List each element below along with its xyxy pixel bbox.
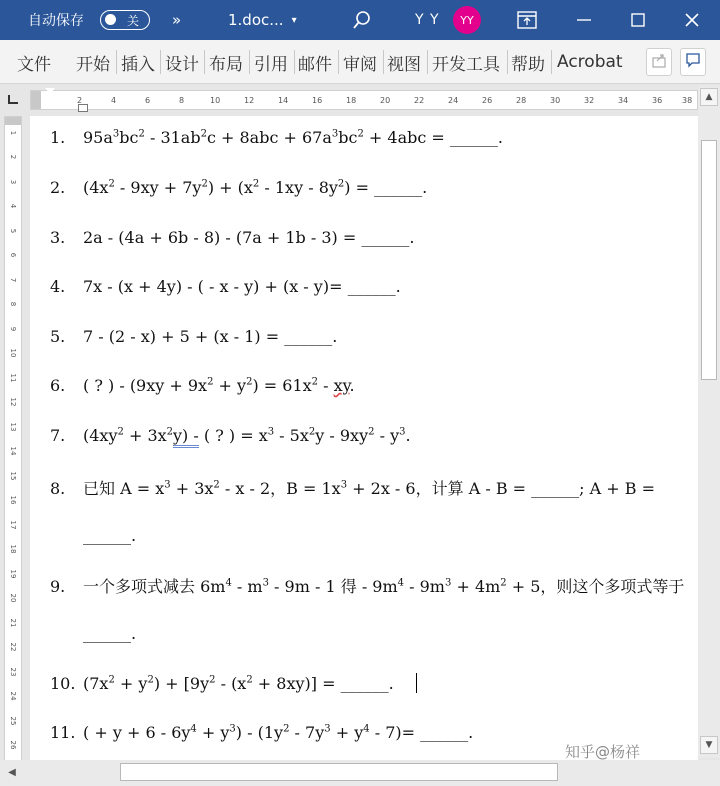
- ruler-tick: 12: [9, 397, 17, 407]
- horizontal-ruler[interactable]: [30, 90, 698, 110]
- quick-access-more-button[interactable]: »: [172, 11, 182, 29]
- ruler-tick: 18: [9, 544, 17, 554]
- math-text: - 5x: [274, 426, 309, 445]
- scroll-thumb[interactable]: [120, 763, 558, 781]
- chevron-down-icon: ▾: [291, 14, 297, 26]
- exponent: 2: [108, 674, 115, 686]
- math-text: - 7y: [289, 723, 325, 742]
- tab-selector-button[interactable]: [0, 86, 26, 114]
- ruler-tick: 1: [9, 130, 17, 136]
- math-text: + y: [213, 376, 247, 395]
- tab-insert[interactable]: 插入: [121, 54, 155, 75]
- ruler-tick: 5: [9, 228, 17, 234]
- math-text: - 9m - 1 得 - 9m: [268, 577, 398, 596]
- math-text: (4xy: [83, 426, 118, 445]
- question-4: [50, 277, 401, 296]
- exponent: 2: [337, 178, 345, 190]
- ruler-margin: [5, 117, 21, 125]
- exponent: 4: [397, 577, 405, 589]
- ruler-tick: 11: [9, 373, 17, 383]
- question-number: 10.: [50, 674, 76, 693]
- exponent: 3: [112, 128, 120, 140]
- math-text: .: [349, 376, 355, 395]
- exponent: 3: [340, 479, 348, 491]
- math-text: - y: [374, 426, 400, 445]
- math-text: - (x: [215, 674, 247, 693]
- math-text: bc: [119, 128, 139, 147]
- ruler-tick: 32: [584, 96, 595, 105]
- math-text: + y: [330, 723, 364, 742]
- math-text: 一个多项式减去 6m: [83, 577, 226, 596]
- math-text: ) + [9y: [153, 674, 210, 693]
- question-5: [50, 327, 337, 346]
- ruler-tick: 2: [9, 154, 17, 160]
- question-number: 3.: [50, 228, 66, 247]
- math-text: + 3x: [170, 479, 214, 498]
- exponent: 2: [252, 178, 260, 190]
- exponent: 2: [138, 128, 145, 140]
- comment-icon: [685, 52, 701, 72]
- exponent: 2: [357, 128, 364, 140]
- ruler-tick: 20: [9, 593, 17, 603]
- share-button[interactable]: [646, 48, 672, 76]
- close-icon[interactable]: [684, 0, 700, 40]
- scroll-down-button[interactable]: ▼: [700, 736, 718, 754]
- exponent: 3: [164, 479, 171, 491]
- autosave-toggle[interactable]: [100, 10, 150, 30]
- math-text: bc: [338, 128, 358, 147]
- spelling-flag[interactable]: xy: [333, 376, 350, 395]
- exponent: 2: [311, 376, 319, 388]
- exponent: 2: [108, 178, 115, 190]
- ruler-tick: 4: [9, 203, 17, 209]
- ruler-tick: 38: [682, 96, 693, 105]
- tab-view[interactable]: 视图: [387, 54, 421, 75]
- question-2: [50, 178, 427, 197]
- tab-divider: [338, 50, 339, 74]
- tab-file[interactable]: 文件: [17, 54, 51, 75]
- ruler-tick: 15: [9, 471, 17, 481]
- exponent: 3: [262, 577, 269, 589]
- ruler-tick: 16: [9, 495, 17, 505]
- math-text: y - 9xy: [315, 426, 369, 445]
- exponent: 2: [201, 178, 208, 190]
- exponent: 2: [147, 674, 154, 686]
- question-number: 7.: [50, 426, 66, 445]
- title-bar: [0, 0, 720, 40]
- user-name: Y Y: [415, 12, 440, 28]
- ruler-tick: 2: [77, 96, 83, 105]
- tab-divider: [249, 50, 250, 74]
- ribbon-tabs: [0, 40, 720, 84]
- tab-divider: [204, 50, 205, 74]
- ruler-tick: 14: [9, 446, 17, 456]
- math-text: ) = ______.: [344, 178, 428, 197]
- math-text: 95a: [83, 128, 113, 147]
- ruler-tick: 22: [414, 96, 425, 105]
- math-text: - 9xy + 7y: [114, 178, 202, 197]
- tab-layout[interactable]: 布局: [209, 54, 243, 75]
- ruler-tick: 8: [179, 96, 185, 105]
- document-name-button[interactable]: [228, 0, 297, 40]
- ruler-tick: 4: [111, 96, 117, 105]
- math-text: + 3x: [123, 426, 167, 445]
- exponent: 2: [283, 723, 290, 735]
- question-11: [50, 723, 473, 742]
- ruler-tick: 3: [9, 179, 17, 185]
- exponent: 3: [229, 723, 236, 735]
- ruler-tick: 34: [618, 96, 629, 105]
- ribbon-display-icon[interactable]: [517, 0, 537, 40]
- exponent: 2: [308, 426, 316, 438]
- ruler-tick: 19: [9, 569, 17, 579]
- left-indent-marker[interactable]: [78, 104, 88, 112]
- question-number: 11.: [50, 723, 76, 742]
- text-cursor: [416, 673, 417, 693]
- exponent: 2: [209, 674, 216, 686]
- tab-help[interactable]: 帮助: [511, 54, 545, 75]
- tab-divider: [427, 50, 428, 74]
- exponent: 3: [331, 128, 339, 140]
- math-text: ) - (1y: [235, 723, 284, 742]
- document-page[interactable]: [30, 116, 698, 761]
- question-9: [50, 574, 684, 597]
- ruler-tick: 6: [9, 252, 17, 258]
- ruler-tick: 17: [9, 520, 17, 530]
- tab-stop-icon: [8, 95, 18, 104]
- exponent: 2: [213, 479, 220, 491]
- tab-developer[interactable]: 开发工具: [432, 54, 500, 75]
- minimize-icon[interactable]: [576, 0, 592, 40]
- tab-divider: [116, 50, 117, 74]
- exponent: 4: [363, 723, 370, 735]
- question-7: [50, 426, 411, 445]
- ruler-tick: 12: [244, 96, 255, 105]
- ruler-tick: 10: [9, 348, 17, 358]
- tab-divider: [551, 50, 552, 74]
- ruler-tick: 18: [346, 96, 357, 105]
- math-text: 2a - (4a + 6b - 8) - (7a + 1b - 3) = ______.: [83, 228, 415, 247]
- ruler-tick: 8: [9, 301, 17, 307]
- math-text: - m: [231, 577, 263, 596]
- question-number: 4.: [50, 277, 66, 296]
- math-text: - 1xy - 8y: [259, 178, 338, 197]
- tab-home[interactable]: 开始: [76, 54, 110, 75]
- math-text: 7x - (x + 4y) - ( - x - y) + (x - y)= ______.: [83, 277, 401, 296]
- math-text: + 8xy)] = ______.: [252, 674, 394, 693]
- tab-acrobat[interactable]: Acrobat: [557, 52, 623, 72]
- ruler-tick: 24: [9, 691, 17, 701]
- vertical-scrollbar[interactable]: [698, 86, 720, 758]
- ruler-tick: 24: [448, 96, 459, 105]
- ruler-tick: 22: [9, 642, 17, 652]
- math-text: 7 - (2 - x) + 5 + (x - 1) = ______.: [83, 327, 338, 346]
- exponent: 2: [246, 674, 253, 686]
- ruler-tick: 14: [278, 96, 289, 105]
- scroll-up-button[interactable]: ▲: [700, 88, 718, 106]
- question-number: 8.: [50, 479, 66, 498]
- math-text: + 5，则这个多项式等于: [506, 577, 685, 596]
- ruler-tick: 36: [652, 96, 663, 105]
- math-text: ) + (x: [207, 178, 253, 197]
- toggle-knob: [105, 14, 116, 25]
- ruler-tick: 28: [516, 96, 527, 105]
- tab-divider: [294, 50, 295, 74]
- watermark: 知乎@杨祥: [565, 743, 641, 761]
- question-8: [50, 476, 655, 499]
- exponent: 3: [267, 426, 275, 438]
- exponent: 2: [368, 426, 375, 438]
- exponent: 2: [500, 577, 507, 589]
- tab-references[interactable]: 引用: [254, 54, 288, 75]
- document-name: 1.doc...: [228, 11, 284, 29]
- vertical-ruler[interactable]: [4, 116, 22, 761]
- question-6: [50, 376, 355, 395]
- question-number: 5.: [50, 327, 66, 346]
- scroll-left-button[interactable]: ◀: [8, 766, 16, 778]
- math-text: c + 8abc + 67a: [206, 128, 332, 147]
- question-10: [50, 674, 394, 693]
- exponent: 4: [225, 577, 232, 589]
- question-number: 1.: [50, 128, 66, 147]
- ruler-tick: 6: [145, 96, 151, 105]
- tab-design[interactable]: 设计: [165, 54, 199, 75]
- ruler-tick: 25: [9, 716, 17, 726]
- tab-divider: [383, 50, 384, 74]
- math-text: + 2x - 6，计算 A - B = ______; A + B =: [347, 479, 656, 498]
- exponent: 2: [200, 128, 207, 140]
- maximize-icon[interactable]: [630, 0, 646, 40]
- math-text: (7x: [83, 674, 109, 693]
- math-text: - 9m: [404, 577, 445, 596]
- question-number: 2.: [50, 178, 66, 197]
- search-icon[interactable]: [352, 0, 372, 40]
- tab-divider: [507, 50, 508, 74]
- horizontal-scrollbar[interactable]: [0, 760, 720, 786]
- exponent: 3: [324, 723, 331, 735]
- ruler-tick: 30: [550, 96, 561, 105]
- math-text: - x - 2，B = 1x: [219, 479, 341, 498]
- ruler-tick: 23: [9, 667, 17, 677]
- exponent: 3: [444, 577, 452, 589]
- ruler-tick: 13: [9, 422, 17, 432]
- question-number: 6.: [50, 376, 66, 395]
- math-text: + 4abc = ______.: [363, 128, 504, 147]
- answer-blank: ______.: [83, 624, 137, 643]
- avatar[interactable]: YY: [453, 6, 481, 34]
- question-3: [50, 228, 414, 247]
- tab-review[interactable]: 审阅: [343, 54, 377, 75]
- tab-mailings[interactable]: 邮件: [298, 54, 332, 75]
- math-text: ( ? ) = x: [198, 426, 268, 445]
- question-9-continued: [83, 624, 136, 643]
- math-text: .: [405, 426, 411, 445]
- exponent: 2: [246, 376, 253, 388]
- ruler-tick: 9: [9, 326, 17, 332]
- grammar-flag[interactable]: y) -: [173, 426, 199, 448]
- ruler-tick: 26: [482, 96, 493, 105]
- math-text: -: [318, 376, 334, 395]
- math-text: (4x: [83, 178, 109, 197]
- ruler-tick: 21: [9, 618, 17, 628]
- comments-button[interactable]: [680, 48, 706, 76]
- exponent: 4: [190, 723, 197, 735]
- exponent: 2: [166, 426, 174, 438]
- share-icon: [651, 52, 667, 72]
- math-text: - 31ab: [144, 128, 201, 147]
- autosave-state: 关: [127, 14, 140, 28]
- first-line-indent-marker[interactable]: [45, 88, 55, 94]
- math-text: ( ? ) - (9xy + 9x: [83, 376, 208, 395]
- math-text: - 7)= ______.: [369, 723, 474, 742]
- question-1: [50, 128, 503, 147]
- math-text: ( + y + 6 - 6y: [83, 723, 191, 742]
- math-text: ) = 61x: [252, 376, 312, 395]
- ruler-tick: 26: [9, 740, 17, 750]
- exponent: 2: [117, 426, 124, 438]
- question-8-continued: [83, 526, 136, 545]
- tab-divider: [160, 50, 161, 74]
- math-text: + y: [114, 674, 148, 693]
- math-text: 已知 A = x: [83, 479, 165, 498]
- question-number: 9.: [50, 577, 66, 596]
- ruler-tick: 7: [9, 277, 17, 283]
- autosave-label: 自动保存: [28, 13, 84, 29]
- ruler-margin: [31, 91, 41, 109]
- math-text: + 4m: [451, 577, 501, 596]
- math-text: + y: [196, 723, 230, 742]
- answer-blank: ______.: [83, 526, 137, 545]
- scroll-thumb[interactable]: [701, 140, 717, 380]
- exponent: 3: [399, 426, 406, 438]
- exponent: 2: [207, 376, 214, 388]
- ruler-tick: 16: [312, 96, 323, 105]
- ruler-tick: 10: [210, 96, 221, 105]
- ruler-tick: 20: [380, 96, 391, 105]
